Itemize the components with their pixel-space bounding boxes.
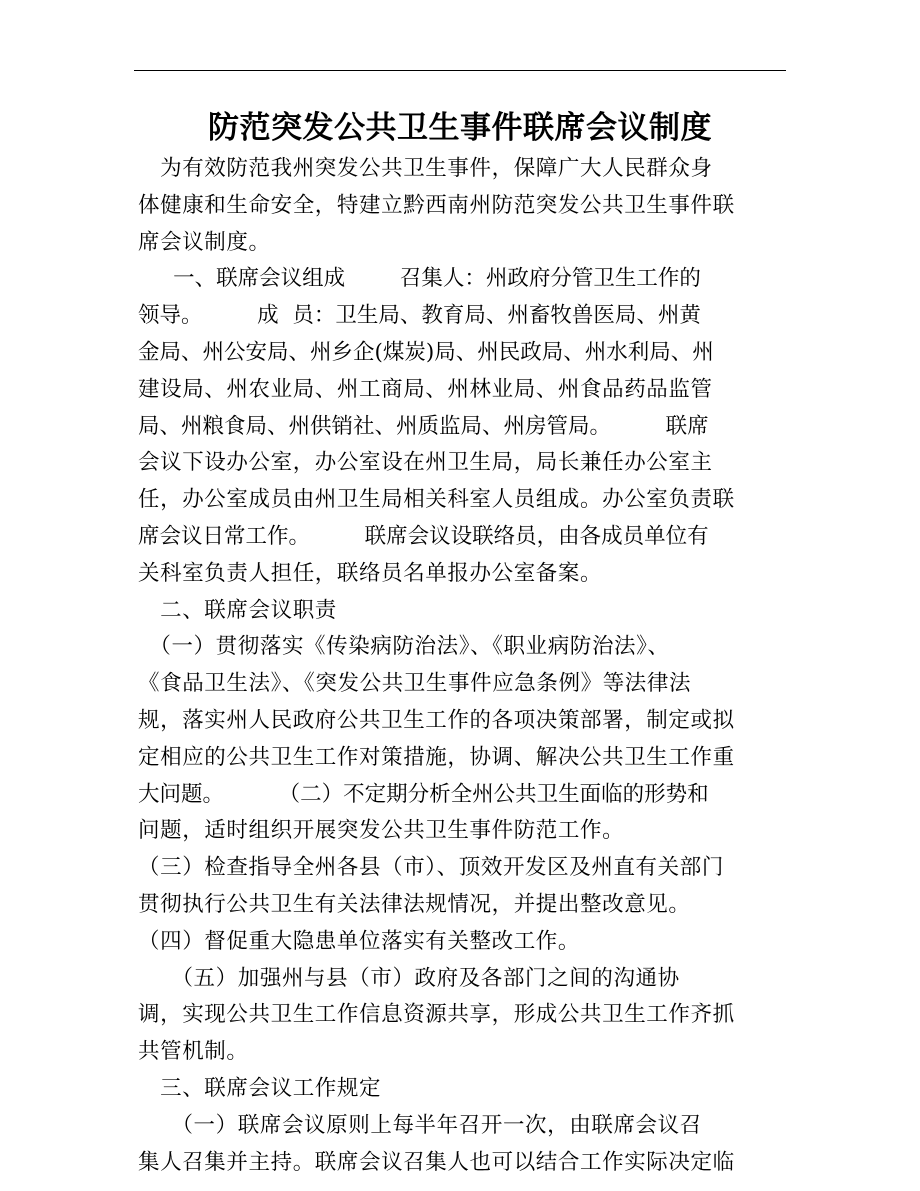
body-line: （一）贯彻落实《传染病防治法》、《职业病防治法》、 <box>138 634 670 660</box>
body-line: 一、联席会议组成 召集人：州政府分管卫生工作的 <box>138 266 701 292</box>
body-line: 席会议日常工作。 联席会议设联络员，由各成员单位有 <box>138 523 709 549</box>
body-line: 贯彻执行公共卫生有关法律法规情况，并提出整改意见。 <box>138 891 691 917</box>
body-line: 局、州粮食局、州供销社、州质监局、州房管局。 联席 <box>138 413 709 439</box>
body-line: 规，落实州人民政府公共卫生工作的各项决策部署，制定或拟 <box>138 707 735 733</box>
body-line: 领导。 成 员：卫生局、教育局、州畜牧兽医局、州黄 <box>138 303 701 329</box>
body-line: 《食品卫生法》、《突发公共卫生事件应急条例》等法律法 <box>138 671 692 697</box>
body-line: 共管机制。 <box>138 1039 249 1065</box>
body-line: 大问题。 （二）不定期分析全州公共卫生面临的形势和 <box>138 781 709 807</box>
document-title: 防范突发公共卫生事件联席会议制度 <box>208 110 712 146</box>
body-line: 任，办公室成员由州卫生局相关科室人员组成。办公室负责联 <box>138 487 735 513</box>
body-line: 建设局、州农业局、州工商局、州林业局、州食品药品监管 <box>138 376 713 402</box>
section-heading: 三、联席会议工作规定 <box>138 1075 382 1101</box>
body-line: 问题，适时组织开展突发公共卫生事件防范工作。 <box>138 818 625 844</box>
body-line: 会议下设办公室，办公室设在州卫生局，局长兼任办公室主 <box>138 450 713 476</box>
body-line: 关科室负责人担任，联络员名单报办公室备案。 <box>138 560 603 586</box>
body-line: 定相应的公共卫生工作对策措施，协调、解决公共卫生工作重 <box>138 744 735 770</box>
body-line: 集人召集并主持。联席会议召集人也可以结合工作实际决定临 <box>138 1149 735 1175</box>
body-line: 体健康和生命安全，特建立黔西南州防范突发公共卫生事件联 <box>138 192 735 218</box>
header-rule <box>134 70 786 71</box>
body-line: 席会议制度。 <box>138 229 271 255</box>
body-line: （一）联席会议原则上每半年召开一次，由联席会议召 <box>138 1112 702 1138</box>
section-heading: 二、联席会议职责 <box>138 597 337 623</box>
document-body <box>138 151 798 1181</box>
body-line: 调，实现公共卫生工作信息资源共享，形成公共卫生工作齐抓 <box>138 1002 735 1028</box>
body-line: （四）督促重大隐患单位落实有关整改工作。 <box>138 928 581 954</box>
body-line: 金局、州公安局、州乡企(煤炭)局、州民政局、州水利局、州 <box>138 339 714 365</box>
body-line: （五）加强州与县（市）政府及各部门之间的沟通协 <box>138 965 680 991</box>
body-line: （三）检查指导全州各县（市）、顶效开发区及州直有关部门 <box>138 855 724 881</box>
body-line: 为有效防范我州突发公共卫生事件，保障广大人民群众身 <box>138 156 713 181</box>
